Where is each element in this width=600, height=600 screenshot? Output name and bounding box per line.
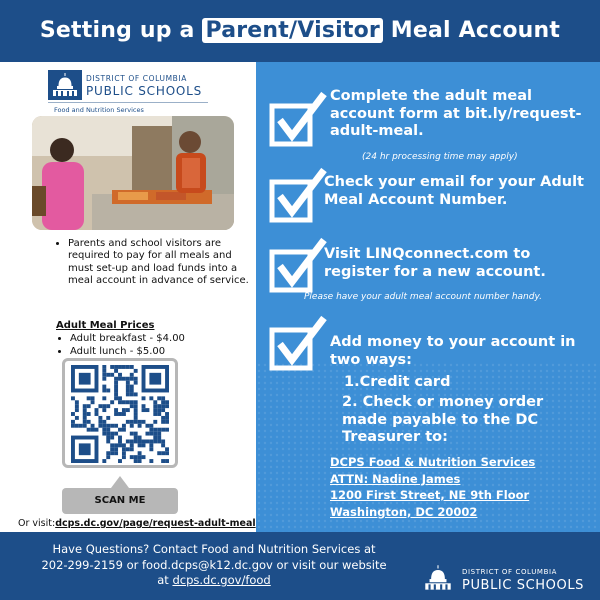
capitol-icon [48, 70, 82, 100]
contact-prefix: at [157, 573, 173, 587]
visit-line [18, 518, 256, 529]
capitol-icon [420, 562, 456, 594]
footer-banner [0, 532, 600, 600]
contact-line-2: 202-299-2159 or food.dcps@k12.dc.gov or visit our website [41, 557, 387, 572]
photo-illustration [32, 116, 234, 230]
request-adult-meal-link[interactable]: dcps.dc.gov/page/request-adult-meal [55, 518, 256, 529]
contact-line-3 [14, 573, 414, 589]
step-3-text: Visit LINQconnect.com to register for a new account. [324, 246, 546, 280]
prices-title: Adult Meal Prices [56, 320, 155, 331]
steps-panel [256, 62, 600, 532]
header-banner [0, 0, 600, 62]
title-pre: Setting up a [39, 18, 203, 43]
requirements-list [56, 238, 252, 288]
food-website-link[interactable]: dcps.dc.gov/food [172, 573, 271, 587]
address-line: 1200 First Street, NE 9th Floor [330, 488, 530, 502]
price-breakfast: • Adult breakfast - $4.00 [70, 333, 185, 346]
price-list [56, 333, 185, 358]
logo-line1: DISTRICT OF COLUMBIA [86, 74, 187, 83]
title-highlight: Parent/Visitor [202, 18, 382, 43]
step-1-note: (24 hr processing time may apply) [362, 152, 518, 162]
step-3-note: Please have your adult meal account number handy. [304, 292, 542, 302]
page-title [0, 0, 600, 62]
cafeteria-photo [32, 116, 234, 230]
step-4-option-1: 1.Credit card [344, 374, 451, 390]
visit-prefix: Or visit: [18, 518, 56, 529]
requirement-item: • Parents and school visitors are required to pay for all meals and must set-up and load funds into a meal account in advance of service. [68, 238, 252, 288]
footer-logo-line1: DISTRICT OF COLUMBIA [462, 568, 558, 576]
dcps-logo [48, 70, 208, 118]
qr-code[interactable] [71, 365, 169, 463]
step-1-text: Complete the adult meal account form at bit.ly/request-adult-meal. [330, 88, 582, 139]
price-lunch: • Adult lunch - $5.00 [70, 346, 185, 359]
address-line: ATTN: Nadine James [330, 471, 461, 486]
footer-logo [420, 562, 596, 598]
checkbox-check-icon [268, 314, 330, 372]
logo-line2: PUBLIC SCHOOLS [86, 84, 203, 98]
checkbox-check-icon [268, 166, 330, 224]
contact-info [14, 542, 414, 589]
qr-code-frame[interactable] [62, 358, 178, 468]
step-2-text: Check your email for your Adult Meal Account Number. [324, 174, 584, 208]
logo-divider [48, 102, 208, 103]
address-line: DCPS Food & Nutrition Services [330, 455, 536, 469]
logo-line3: Food and Nutrition Services [54, 106, 144, 114]
mailing-address [330, 454, 535, 520]
title-post: Meal Account [382, 18, 561, 43]
footer-logo-line2: PUBLIC SCHOOLS [462, 578, 585, 593]
contact-line-1: Have Questions? Contact Food and Nutrition Services at [52, 542, 376, 556]
step-4-option-2: 2. Check or money order made payable to the DC Treasurer to: [342, 394, 544, 445]
step-4-intro: Add money to your account in two ways: [330, 334, 576, 368]
scan-arrow [111, 476, 129, 488]
scan-me-label: SCAN ME [62, 488, 178, 514]
checkbox-check-icon [268, 236, 330, 294]
address-line: Washington, DC 20002 [330, 504, 478, 519]
left-panel [0, 62, 256, 532]
checkbox-check-icon [268, 90, 330, 148]
